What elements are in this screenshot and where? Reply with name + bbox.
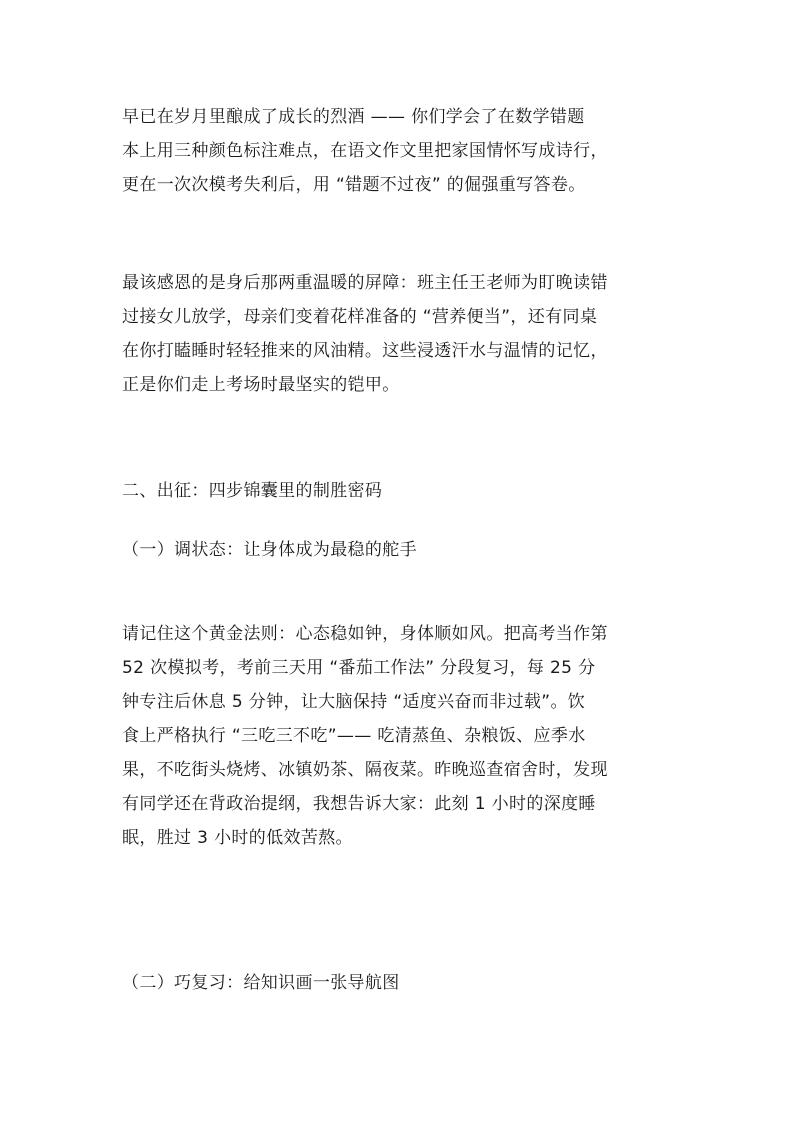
paragraph-line: 请记住这个黄金法则：心态稳如钟，身体顺如风。把高考当作第 [122,624,608,644]
paragraph-line: 眠，胜过 3 小时的低效苦熬。 [122,828,353,848]
paragraph-line: 最该感恩的是身后那两重温暖的屏障：班主任王老师为盯晚读错 [122,273,608,293]
paragraph-state-adjustment [122,617,674,855]
paragraph-line: 食上严格执行 “三吃三不吃”—— 吃清蒸鱼、杂粮饭、应季水 [122,726,586,746]
paragraph-gratitude [122,266,674,402]
paragraph-line: 过接女儿放学，母亲们变着花样准备的 “营养便当”，还有同桌 [122,307,598,327]
section-heading: 二、出征：四步锦囊里的制胜密码 [122,481,383,501]
paragraph-line: 果，不吃街头烧烤、冰镇奶茶、隔夜菜。昨晚巡查宿舍时，发现 [122,760,608,780]
paragraph-line: 在你打瞌睡时轻轻推来的风油精。这些浸透汗水与温情的记忆， [122,341,608,361]
paragraph-line: 本上用三种颜色标注难点，在语文作文里把家国情怀写成诗行， [122,141,608,161]
paragraph-line: 钟专注后休息 5 分钟，让大脑保持 “适度兴奋而非过载”。饮 [122,692,586,712]
paragraph-line: 早已在岁月里酿成了成长的烈酒 —— 你们学会了在数学错题 [122,107,585,127]
paragraph-line: 更在一次次模考失利后，用 “错题不过夜” 的倔强重写答卷。 [122,175,586,195]
paragraph-line: 有同学还在背政治提纲，我想告诉大家：此刻 1 小时的深度睡 [122,794,596,814]
subsection-heading-2: （二）巧复习：给知识画一张导航图 [122,973,400,993]
paragraph-line: 52 次模拟考，考前三天用 “番茄工作法” 分段复习，每 25 分 [122,658,596,678]
subsection-heading-1: （一）调状态：让身体成为最稳的舵手 [122,540,417,560]
paragraph-growth [122,100,674,202]
paragraph-line: 正是你们走上考场时最坚实的铠甲。 [122,375,400,395]
